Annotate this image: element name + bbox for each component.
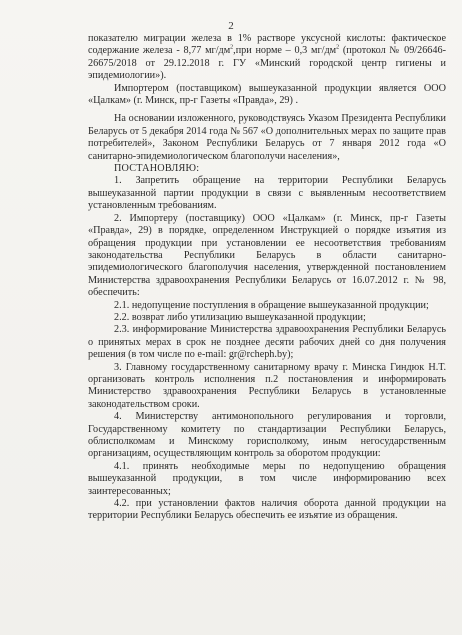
paragraph-iron-migration [88,33,446,83]
paragraph-item-2-3: 2.3. информирование Министерства здравоохранения Республики Беларусь о принятых мерах в срок не позднее десяти рабочих дней со дня получения решения (в том числе по e-mail: gr@rcheph.by); [88,324,446,361]
paragraph-item-3: 3. Главному государственному санитарному врачу г. Минска Гиндюк Н.Т. организовать контроль исполнения п.2 постановления и информировать Министерство здравоохранения Республики Беларусь в установленные законодательством сроки. [88,361,446,410]
paragraph-legal-basis: На основании изложенного, руководствуясь Указом Президента Республики Беларусь от 5 декабря 2014 года № 567 «О дополнительных мерах по защите прав потребителей», Законом Республики Беларусь от 7 января 2012 года «О санитарно-эпидемиологическом благополучи населения», [88,113,446,162]
document-body [88,33,446,523]
paragraph-item-1: 1. Запретить обращение на территории Республики Беларусь вышеуказанной партии продукции в связи с выявленным несоответствием установленным требованиям. [88,175,446,212]
paragraph-importer: Импортером (поставщиком) вышеуказанной продукции является ООО «Цалкам» (г. Минск, пр-г Газеты «Правда», 29) . [88,82,446,107]
paragraph-text: ,при норме – 0,3 мг/дм [233,45,337,57]
paragraph-item-2: 2. Импортеру (поставщику) ООО «Цалкам» (г. Минск, пр-г Газеты «Правда», 29) в порядке, определенном Инструкцией о порядке изъятия из обращения продукции при установлении ее несоответствия требованиям законодательства Республики Беларусь в области санитарно-эпидемиологического благополучия населения, утвержденной постановлением Министерства здравоохранения Республики Беларусь от 16.07.2012 г. № 98, обеспечить: [88,212,446,299]
paragraph-item-4-2: 4.2. при установлении фактов наличия оборота данной продукции на территории Республики Беларусь обеспечить ее изъятие из обращения. [88,498,446,522]
superscript: 2 [230,45,234,52]
resolution-heading: ПОСТАНОВЛЯЮ: [114,163,200,175]
paragraph-text: показателю миграции железа в 1% растворе уксусной кислоты: фактическое содержание железа - 8,77 мг/дм [88,33,446,57]
paragraph-text: (протокол № 09/26646-26675/2018 от 29.12.2018 г. ГУ «Минский городской центр гигиены и эпидемиологии»). [88,45,446,82]
paragraph-item-2-2: 2.2. возврат либо утилизацию вышеуказанной продукции; [114,311,366,323]
superscript: 2 [336,45,340,52]
paragraph-item-4-1: 4.1. принять необходимые меры по недопущению обращения вышеуказанной продукции, в том числе информированию всех заинтересованных; [88,460,446,497]
page-number: 2 [228,20,234,32]
paragraph-item-4: 4. Министерству антимонопольного регулирования и торговли, Государственному комитету по стандартизации Республики Беларусь, облисполкомам и Минскому горисполкому, иным негосударственным организациям, осуществляющим контроль за оборотом продукции: [88,411,446,460]
paragraph-item-2-1: 2.1. недопущение поступления в обращение вышеуказанной продукции; [114,299,429,311]
